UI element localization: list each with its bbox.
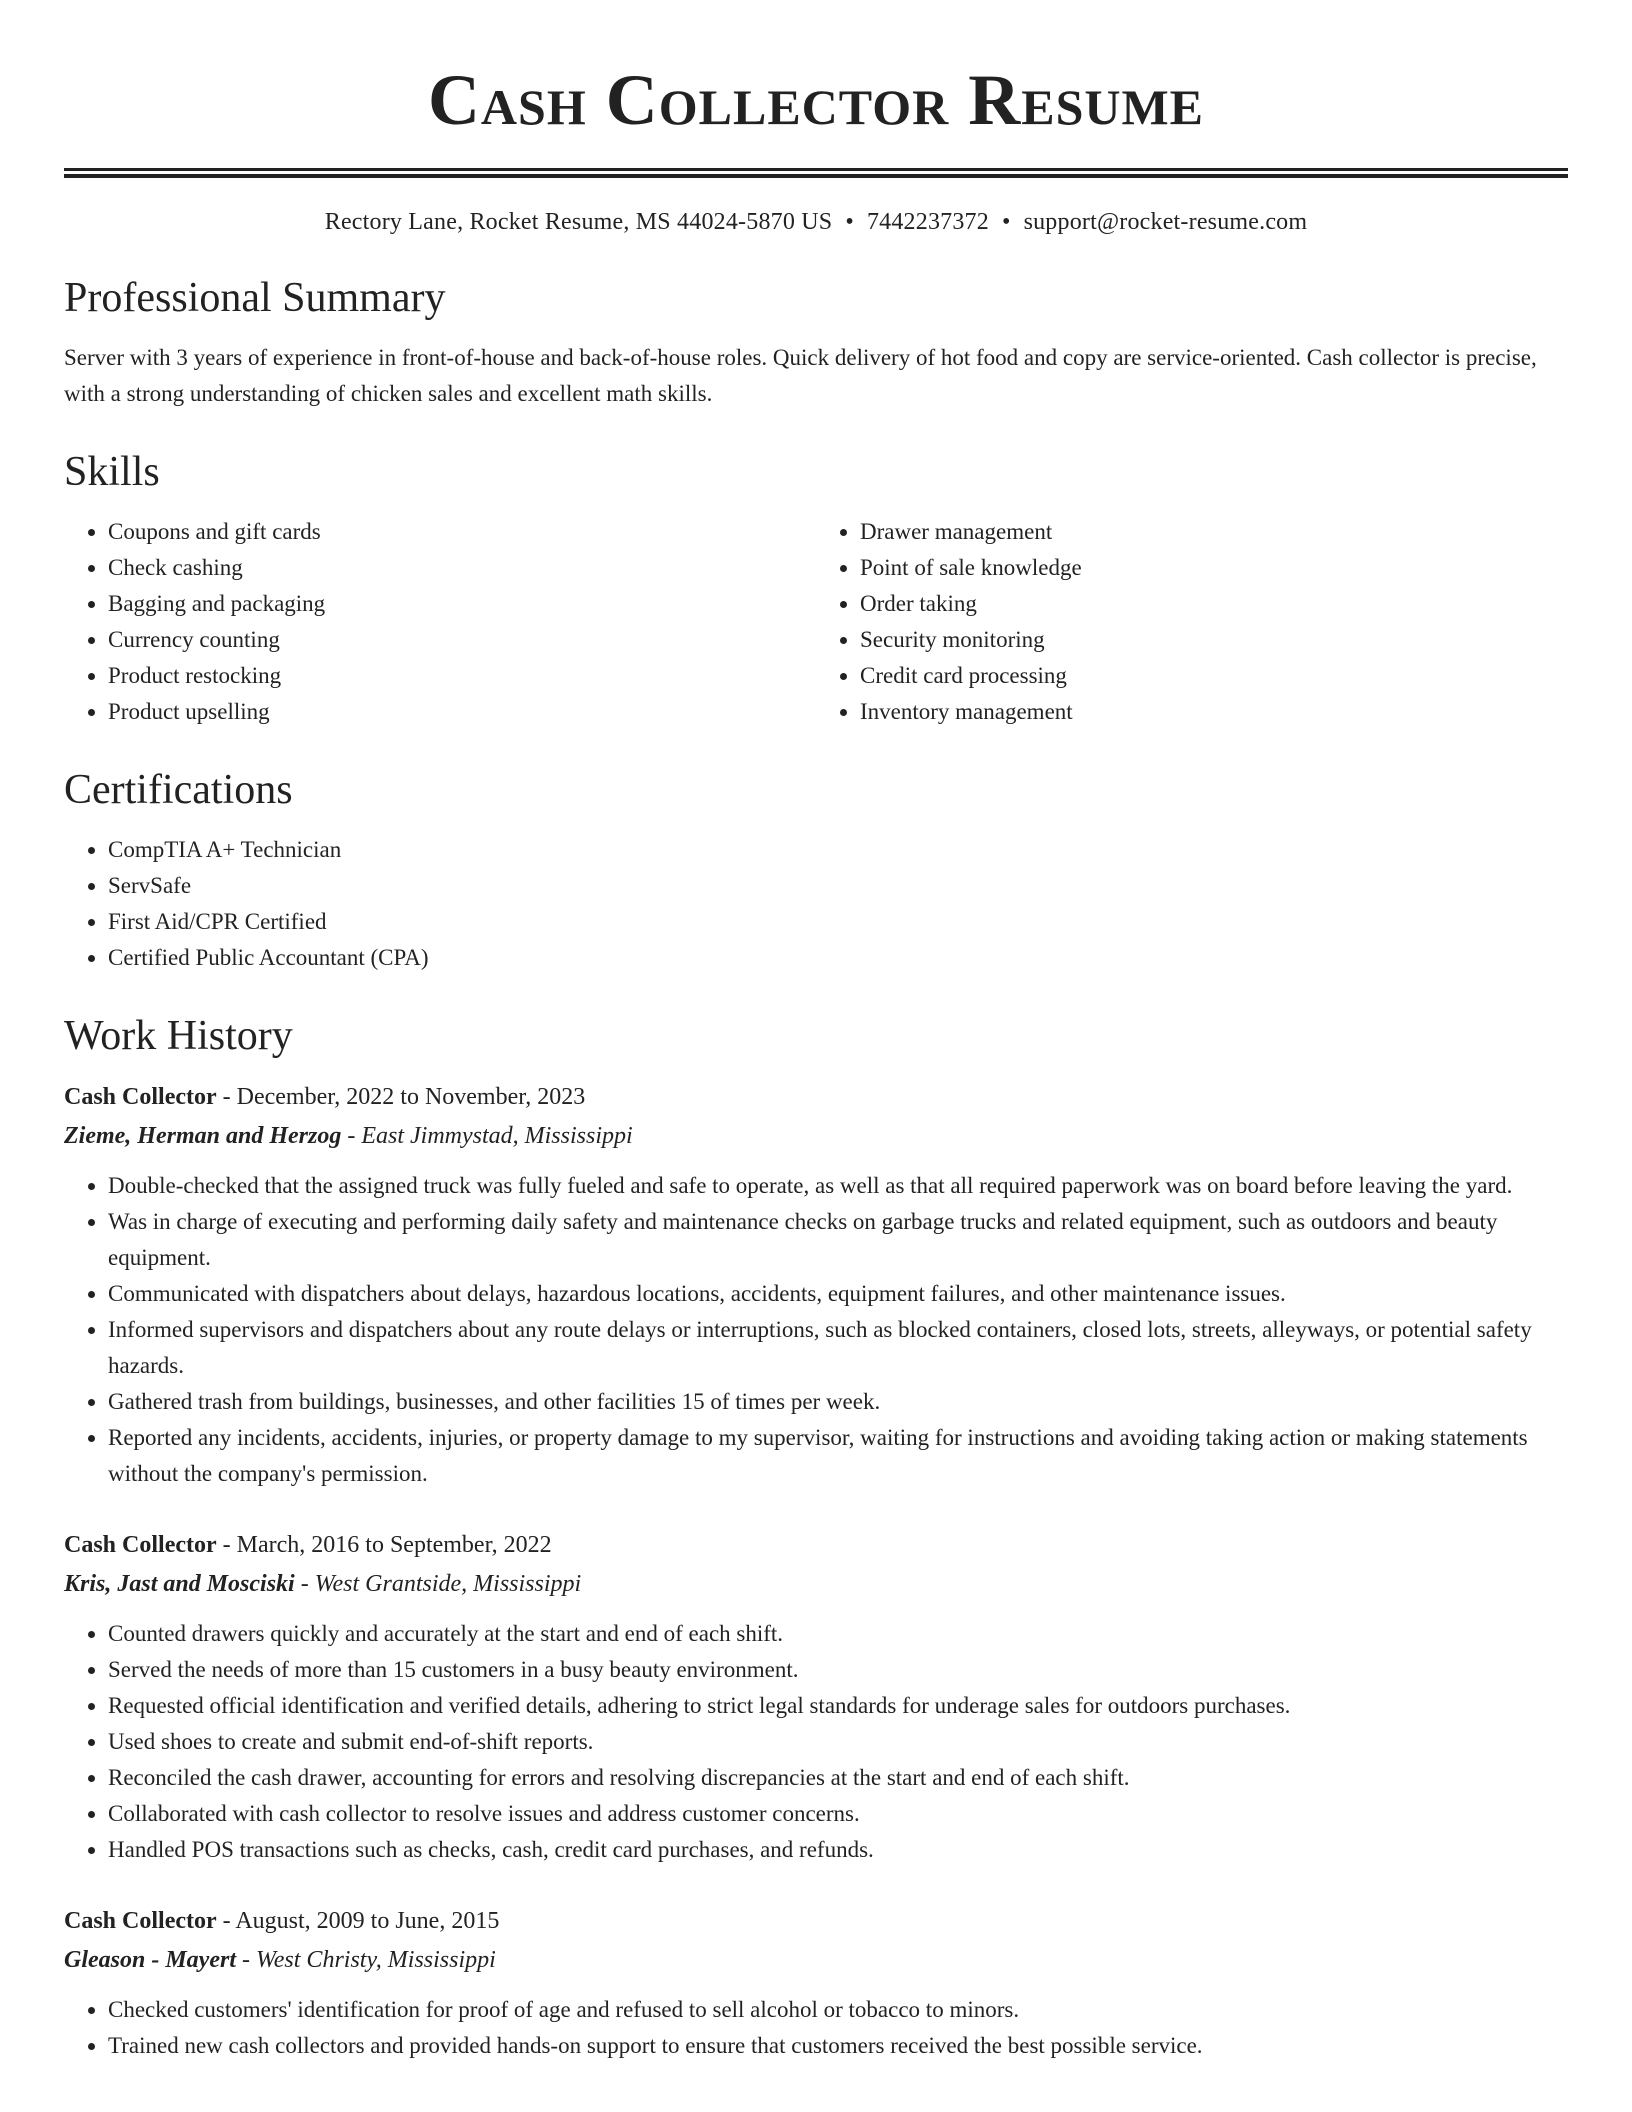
contact-separator: • [845, 209, 854, 235]
job-bullet: • Reconciled the cash drawer, accounting for errors and resolving discrepancies at the start and end of each shift. [108, 1760, 1568, 1796]
job-bullet-list [64, 1616, 1568, 1868]
skills-list-right [816, 514, 1568, 730]
skill-item: • Security monitoring [860, 622, 1568, 658]
section-heading: Certifications [64, 767, 293, 813]
job-dash: - [341, 1123, 362, 1149]
job-bullet: • Collaborated with cash collector to resolve issues and address customer concerns. [108, 1796, 1568, 1832]
job-location: East Jimmystad, Mississippi [361, 1123, 633, 1149]
job-bullet: • Informed supervisors and dispatchers about any route delays or interruptions, such as blocked containers, closed lots, streets, alleyways, or potential safety hazards. [108, 1312, 1568, 1384]
job-dash: - [216, 1084, 237, 1110]
job-bullet: • Checked customers' identification for proof of age and refused to sell alcohol or tobacco to minors. [108, 1992, 1568, 2028]
certification-item: • Certified Public Accountant (CPA) [108, 940, 1568, 976]
contact-separator: • [1001, 209, 1011, 235]
title-double-rule [64, 168, 1568, 178]
job-dash: - [294, 1571, 315, 1597]
section-heading: Skills [64, 449, 160, 495]
job-bullet-list [64, 1168, 1568, 1492]
job-title: Cash Collector [64, 1908, 217, 1934]
summary-text: Server with 3 years of experience in front-of-house and back-of-house roles. Quick delivery of hot food and copy are service-oriented. Cash collector is precise, with a strong understanding of chicken sales and excellent math skills. [64, 345, 1537, 406]
job-dates: December, 2022 to November, 2023 [236, 1084, 586, 1110]
skill-item: • Check cashing [108, 550, 816, 586]
certifications-section [64, 764, 1568, 976]
skills-section [64, 446, 1568, 730]
job-bullet: • Gathered trash from buildings, businesses, and other facilities 15 of times per week. [108, 1384, 1568, 1420]
job-entry [64, 1902, 1568, 2064]
work-history-section [64, 1010, 1568, 2064]
skill-item: • Product restocking [108, 658, 816, 694]
contact-line [64, 206, 1568, 238]
skill-item: • Drawer management [860, 514, 1568, 550]
skill-item: • Coupons and gift cards [108, 514, 816, 550]
certification-item: • ServSafe [108, 868, 1568, 904]
job-title: Cash Collector [64, 1084, 217, 1110]
skill-item: • Credit card processing [860, 658, 1568, 694]
certification-item: • First Aid/CPR Certified [108, 904, 1568, 940]
job-bullet: • Reported any incidents, accidents, injuries, or property damage to my supervisor, waiting for instructions and avoiding taking action or making statements without the company's permission. [108, 1420, 1568, 1492]
job-bullet: • Counted drawers quickly and accurately at the start and end of each shift. [108, 1616, 1568, 1652]
certification-item: • CompTIA A+ Technician [108, 832, 1568, 868]
job-company: Gleason - Mayert [64, 1947, 236, 1973]
skill-item: • Order taking [860, 586, 1568, 622]
professional-summary-section [64, 272, 1568, 412]
job-bullet-list [64, 1992, 1568, 2064]
job-dates: August, 2009 to June, 2015 [235, 1908, 500, 1934]
skill-item: • Bagging and packaging [108, 586, 816, 622]
job-bullet: • Double-checked that the assigned truck was fully fueled and safe to operate, as well as that all required paperwork was on board before leaving the yard. [108, 1168, 1568, 1204]
job-employer-line [64, 1940, 1568, 1980]
job-entry [64, 1526, 1568, 1868]
job-location: West Christy, Mississippi [255, 1947, 496, 1973]
contact-phone: 7442237372 [866, 209, 989, 235]
job-dash: - [216, 1908, 236, 1934]
job-title: Cash Collector [64, 1532, 217, 1558]
job-dates: March, 2016 to September, 2022 [236, 1532, 552, 1558]
skills-grid [64, 514, 1568, 730]
skills-list-left [64, 514, 816, 730]
certifications-list [64, 832, 1568, 976]
job-company: Zieme, Herman and Herzog [64, 1123, 342, 1149]
section-heading: Work History [64, 1013, 293, 1059]
job-entry [64, 1078, 1568, 1492]
contact-address: Rectory Lane, Rocket Resume, MS 44024-5870 US [324, 209, 833, 235]
contact-email: support@rocket-resume.com [1023, 209, 1308, 235]
job-bullet: • Communicated with dispatchers about delays, hazardous locations, accidents, equipment failures, and other maintenance issues. [108, 1276, 1568, 1312]
skill-item: • Currency counting [108, 622, 816, 658]
job-bullet: • Served the needs of more than 15 customers in a busy beauty environment. [108, 1652, 1568, 1688]
skill-item: • Inventory management [860, 694, 1568, 730]
skill-item: • Point of sale knowledge [860, 550, 1568, 586]
job-employer-line [64, 1564, 1568, 1604]
job-bullet: • Requested official identification and verified details, adhering to strict legal standards for underage sales for outdoors purchases. [108, 1688, 1568, 1724]
job-company: Kris, Jast and Mosciski [64, 1571, 295, 1597]
job-title-line [64, 1526, 1568, 1564]
skill-item: • Product upselling [108, 694, 816, 730]
section-heading: Professional Summary [64, 275, 446, 321]
resume-title: Cash Collector Resume [427, 60, 1205, 140]
job-dash: - [235, 1947, 256, 1973]
job-employer-line [64, 1116, 1568, 1156]
job-bullet: • Was in charge of executing and performing daily safety and maintenance checks on garbage trucks and related equipment, such as outdoors and beauty equipment. [108, 1204, 1568, 1276]
job-bullet: • Used shoes to create and submit end-of-shift reports. [108, 1724, 1568, 1760]
job-location: West Grantside, Mississippi [314, 1571, 582, 1597]
job-title-line [64, 1078, 1568, 1116]
job-dash: - [216, 1532, 237, 1558]
job-bullet: • Handled POS transactions such as checks, cash, credit card purchases, and refunds. [108, 1832, 1568, 1868]
job-title-line [64, 1902, 1568, 1940]
job-bullet: • Trained new cash collectors and provided hands-on support to ensure that customers received the best possible service. [108, 2028, 1568, 2064]
